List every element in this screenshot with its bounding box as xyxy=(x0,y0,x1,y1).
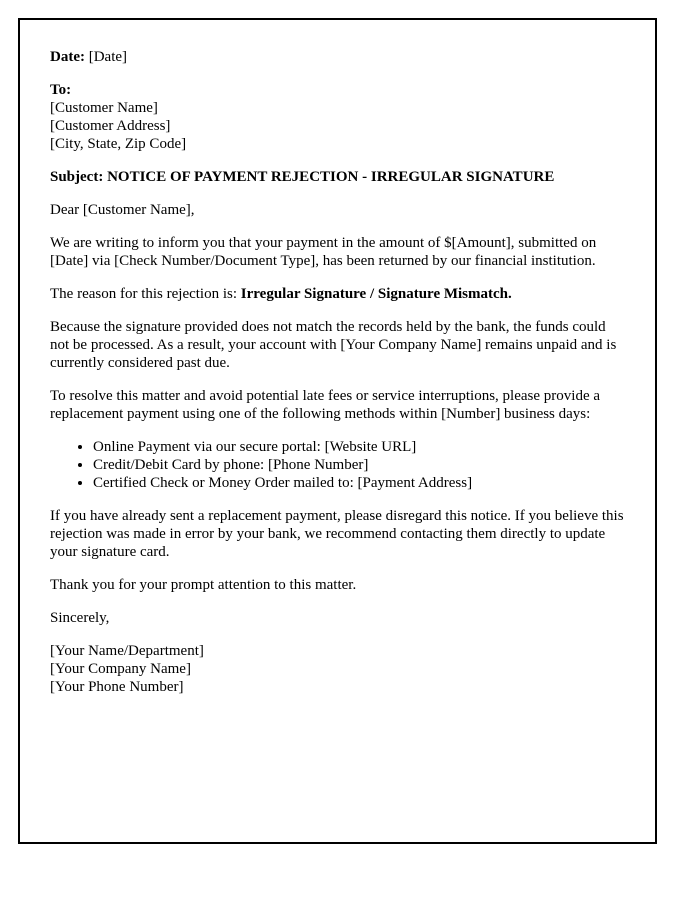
recipient-line: [Customer Address] xyxy=(50,118,171,134)
payment-method-item: • Certified Check or Money Order mailed to: [Payment Address] xyxy=(93,474,627,492)
recipient-block xyxy=(50,81,627,153)
payment-methods-list xyxy=(50,438,627,492)
paragraph-resolution: To resolve this matter and avoid potential late fees or service interruptions, please provide a replacement payment using one of the following methods within [Number] business days: xyxy=(50,388,601,422)
payment-method-item: • Online Payment via our secure portal: [Website URL] xyxy=(93,438,627,456)
paragraph-explanation: Because the signature provided does not match the records held by the bank, the funds could not be processed. As a result, your account with [Your Company Name] remains unpaid and is currently considered past due. xyxy=(50,319,617,371)
to-label: To: xyxy=(50,82,72,98)
signature-line: [Your Name/Department] xyxy=(50,643,204,659)
salutation: Dear [Customer Name], xyxy=(50,202,195,218)
reason-line xyxy=(50,285,627,303)
paragraph-disregard: If you have already sent a replacement payment, please disregard this notice. If you believe this rejection was made in error by your bank, we recommend contacting them directly to update your signature card. xyxy=(50,508,624,560)
signature-line: [Your Company Name] xyxy=(50,661,191,677)
signature-block xyxy=(50,642,627,696)
paragraph-intro: We are writing to inform you that your payment in the amount of $[Amount], submitted on [Date] via [Check Number/Document Type], has been returned by our financial institution. xyxy=(50,235,597,269)
recipient-line: [City, State, Zip Code] xyxy=(50,136,187,152)
signature-line: [Your Phone Number] xyxy=(50,679,184,695)
paragraph-thanks: Thank you for your prompt attention to this matter. xyxy=(50,577,357,593)
subject-line: Subject: NOTICE OF PAYMENT REJECTION - IRREGULAR SIGNATURE xyxy=(50,169,555,185)
date-line xyxy=(50,48,627,66)
recipient-line: [Customer Name] xyxy=(50,100,158,116)
reason-prefix: The reason for this rejection is: xyxy=(50,286,241,302)
payment-method-item: • Credit/Debit Card by phone: [Phone Number] xyxy=(93,456,627,474)
closing: Sincerely, xyxy=(50,610,110,626)
date-value: [Date] xyxy=(84,49,128,65)
reason-bold-text: Irregular Signature / Signature Mismatch. xyxy=(240,286,512,302)
date-label: Date: xyxy=(50,49,85,65)
letter-page xyxy=(18,18,657,844)
